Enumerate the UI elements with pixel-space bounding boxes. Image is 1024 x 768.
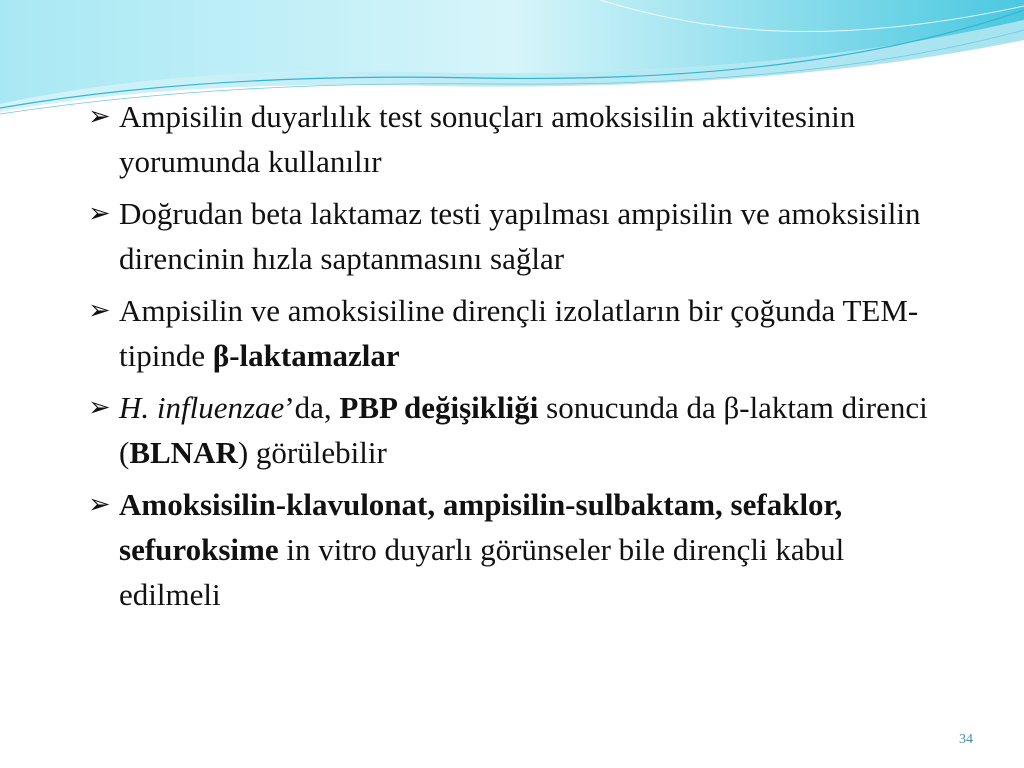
- arrowhead-bullet-icon: ➢: [88, 392, 111, 422]
- bullet-list: [88, 94, 948, 624]
- bullet-text-segment: in vitro duyarlı görünseler bile dirençli kabul edilmeli: [119, 532, 845, 612]
- bullet-text-segment: Amoksisilin-klavulonat, ampisilin-sulbaktam, sefaklor, sefuroksime: [119, 487, 843, 567]
- bullet-text-segment: Ampisilin ve amoksisiline dirençli izolatların bir çoğunda TEM-tipinde: [119, 293, 919, 373]
- page-number: 34: [959, 732, 973, 747]
- bullet-item: [88, 482, 948, 617]
- bullet-item: [88, 288, 948, 378]
- bullet-text-segment: ) görülebilir: [237, 435, 387, 470]
- arrowhead-bullet-icon: ➢: [88, 101, 111, 131]
- bullet-text-segment: ’da,: [284, 390, 340, 425]
- bullet-item: [88, 191, 948, 281]
- bullet-text-segment: sonucunda da β-laktam direnci (: [119, 390, 928, 470]
- arrowhead-bullet-icon: ➢: [88, 198, 111, 228]
- arrowhead-bullet-icon: ➢: [88, 489, 111, 519]
- bullet-text-segment: PBP değişikliği: [339, 390, 539, 425]
- bullet-text-segment: β-laktamazlar: [212, 338, 400, 373]
- bullet-text-segment: Ampisilin duyarlılık test sonuçları amoksisilin aktivitesinin yorumunda kullanılır: [119, 99, 856, 179]
- bullet-text-segment: Doğrudan beta laktamaz testi yapılması ampisilin ve amoksisilin direncinin hızla saptanmasını sağlar: [119, 196, 921, 276]
- arrowhead-bullet-icon: ➢: [88, 295, 111, 325]
- bullet-text-segment: BLNAR: [129, 435, 238, 470]
- bullet-item: [88, 385, 948, 475]
- bullet-text-segment: H. influenzae: [119, 390, 285, 425]
- bullet-item: [88, 94, 948, 184]
